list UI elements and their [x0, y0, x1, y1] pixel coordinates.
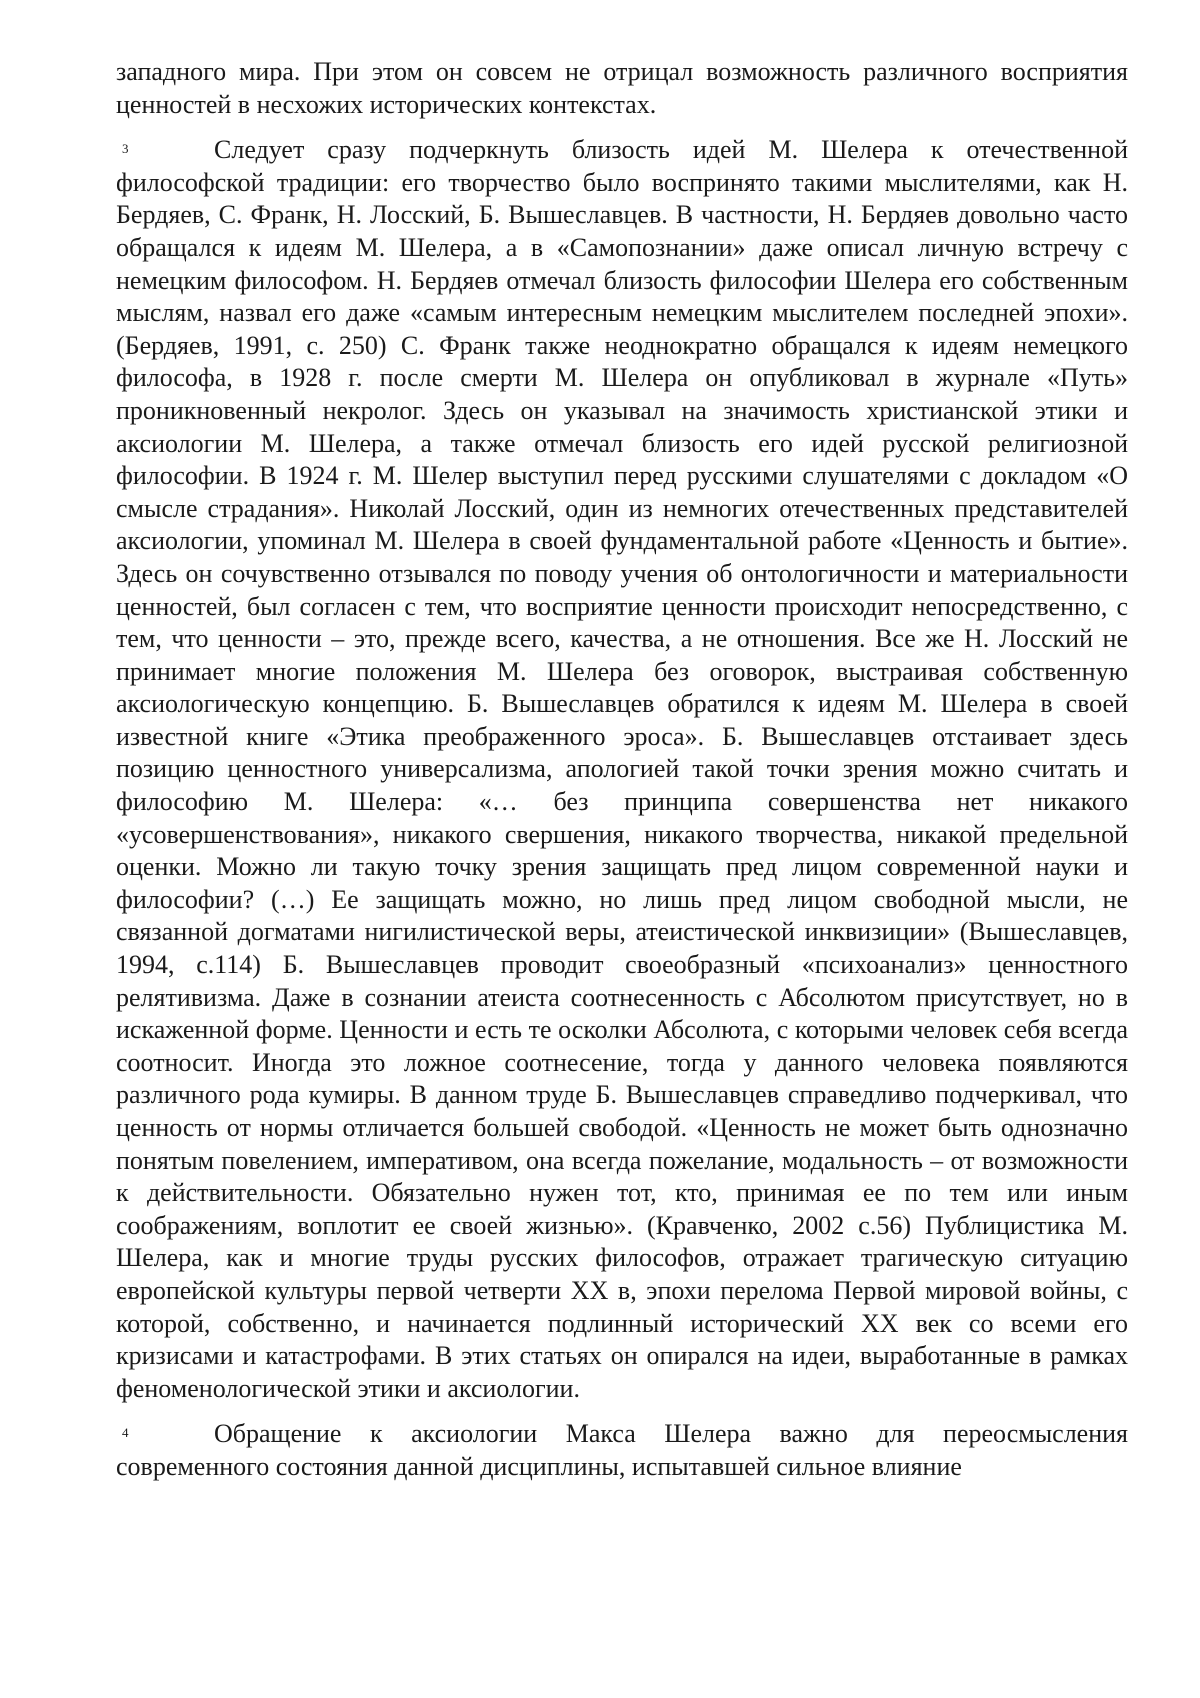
document-page — [116, 56, 1128, 1497]
paragraph-text: Следует сразу подчеркнуть близость идей М. Шелера к отечественной философской традиции: его творчество было воспринято такими мыслителями, как Н. Бердяев, С. Франк, Н. Лосский, Б. Вышеславцев. В частности, Н. Бердяев довольно часто обращался к идеям М. Шелера, а в «Самопознании» даже описал личную встречу с немецким философом. Н. Бердяев отмечал близость философии Шелера его собственным мыслям, назвал его даже «самым интересным немецким мыслителем последней эпохи». (Бердяев, 1991, с. 250) С. Франк также неоднократно обращался к идеям немецкого философа, в 1928 г. после смерти М. Шелера он опубликовал в журнале «Путь» проникновенный некролог. Здесь он указывал на значимость христианской этики и аксиологии М. Шелера, а также отмечал близость его идей русской религиозной философии. В 1924 г. М. Шелер выступил перед русскими слушателями с докладом «О смысле страдания». Николай Лосский, один из немногих отечественных представителей аксиологии, упоминал М. Шелера в своей фундаментальной работе «Ценность и бытие». Здесь он сочувственно отзывался по поводу учения об онтологичности и материальности ценностей, был согласен с тем, что восприятие ценности происходит непосредственно, с тем, что ценности – это, прежде всего, качества, а не отношения. Все же Н. Лосский не принимает многие положения М. Шелера без оговорок, выстраивая собственную аксиологическую концепцию. Б. Вышеславцев обратился к идеям М. Шелера в своей известной книге «Этика преображенного эроса». Б. Вышеславцев отстаивает здесь позицию ценностного универсализма, апологией такой точки зрения можно считать и философию М. Шелера: «… без принципа совершенства нет никакого «усовершенствования», никакого свершения, никакого творчества, никакой предельной оценки. Можно ли такую точку зрения защищать пред лицом современной науки и философии? (…) Ее защищать можно, но лишь пред лицом свободной мысли, не связанной догматами нигилистической веры, атеистической инквизиции» (Вышеславцев, 1994, с.114) Б. Вышеславцев проводит своеобразный «психоанализ» ценностного релятивизма. Даже в сознании атеиста соотнесенность с Абсолютом присутствует, но в искаженной форме. Ценности и есть те осколки Абсолюта, с которыми человек себя всегда соотносит. Иногда это ложное соотнесение, тогда у данного человека появляются различного рода кумиры. В данном труде Б. Вышеславцев справедливо подчеркивал, что ценность от нормы отличается большей свободой. «Ценность не может быть однозначно понятым повелением, императивом, она всегда пожелание, модальность – от возможности к действительности. Обязательно нужен тот, кто, принимая ее по тем или иным соображениям, воплотит ее своей жизнью». (Кравченко, 2002 с.56) Публицистика М. Шелера, как и многие труды русских философов, отражает трагическую ситуацию европейской культуры первой четверти XX в, эпохи перелома Первой мировой войны, с которой, собственно, и начинается подлинный исторический XX век со всеми его кризисами и катастрофами. В этих статьях он опирался на идеи, выработанные в рамках феноменологической этики и аксиологии. — [116, 135, 1128, 1403]
paragraph-text: западного мира. При этом он совсем не отрицал возможность различного восприятия ценностей в несхожих исторических контекстах. — [116, 57, 1128, 119]
paragraph-3 — [116, 134, 1128, 1405]
paragraph-continuation — [116, 56, 1128, 121]
paragraph-number: 3 — [122, 142, 129, 155]
paragraph-number: 4 — [122, 1426, 129, 1439]
paragraph-text: Обращение к аксиологии Макса Шелера важно для переосмысления современного состояния данной дисциплины, испытавшей сильное влияние — [116, 1419, 1128, 1481]
paragraph-4 — [116, 1418, 1128, 1483]
